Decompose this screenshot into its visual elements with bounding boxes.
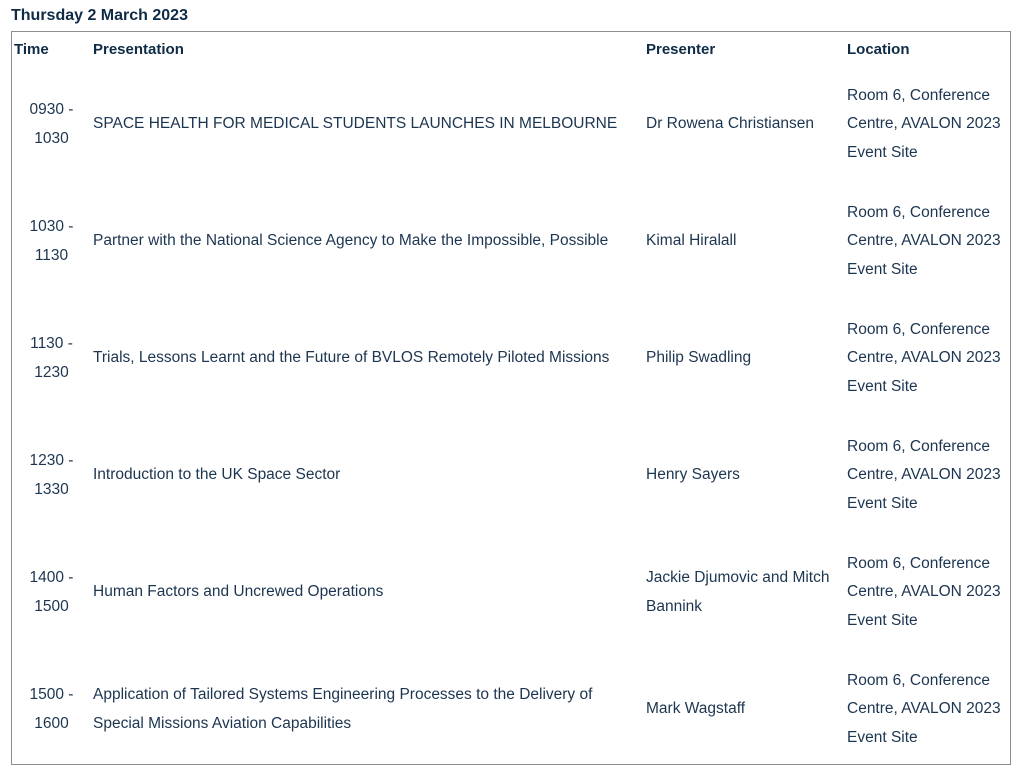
column-header-time: Time [14, 40, 49, 58]
time-cell: 1400 - 1500 [29, 569, 74, 615]
column-header-presentation: Presentation [93, 40, 184, 58]
time-cell: 1500 - 1600 [29, 686, 74, 732]
header-row [12, 32, 1010, 66]
presenter-cell: Dr Rowena Christiansen [646, 115, 814, 133]
schedule-table [12, 32, 1010, 768]
location-cell: Room 6, Conference Centre, AVALON 2023 Event Site [847, 87, 1001, 161]
time-cell: 1130 - 1230 [30, 335, 73, 381]
time-cell: 0930 - 1030 [29, 101, 74, 147]
column-header-location: Location [847, 40, 910, 58]
table-row [12, 417, 1010, 534]
presentation-cell: Partner with the National Science Agency to Make the Impossible, Possible [93, 232, 609, 250]
presentation-cell: Introduction to the UK Space Sector [93, 466, 341, 484]
table-body [12, 66, 1010, 768]
presenter-cell: Henry Sayers [646, 466, 740, 484]
location-cell: Room 6, Conference Centre, AVALON 2023 Event Site [847, 204, 1001, 278]
presentation-cell: SPACE HEALTH FOR MEDICAL STUDENTS LAUNCHES IN MELBOURNE [93, 115, 618, 133]
table-row [12, 534, 1010, 651]
presentation-cell: Trials, Lessons Learnt and the Future of BVLOS Remotely Piloted Missions [93, 349, 610, 367]
time-cell: 1030 - 1130 [29, 218, 74, 264]
table-row [12, 651, 1010, 768]
presenter-cell: Jackie Djumovic and Mitch Bannink [646, 569, 830, 615]
table-row [12, 183, 1010, 300]
location-cell: Room 6, Conference Centre, AVALON 2023 Event Site [847, 438, 1001, 512]
table-header [12, 32, 1010, 66]
presenter-cell: Mark Wagstaff [646, 700, 746, 718]
table-row [12, 300, 1010, 417]
location-cell: Room 6, Conference Centre, AVALON 2023 Event Site [847, 672, 1001, 746]
schedule-table-frame [11, 31, 1011, 765]
location-cell: Room 6, Conference Centre, AVALON 2023 Event Site [847, 321, 1001, 395]
presenter-cell: Philip Swadling [646, 349, 752, 367]
table-row [12, 66, 1010, 183]
presentation-cell: Human Factors and Uncrewed Operations [93, 583, 384, 601]
day-heading: Thursday 2 March 2023 [11, 7, 188, 24]
time-cell: 1230 - 1330 [29, 452, 74, 498]
location-cell: Room 6, Conference Centre, AVALON 2023 Event Site [847, 555, 1001, 629]
column-header-presenter: Presenter [646, 40, 716, 58]
presenter-cell: Kimal Hiralall [646, 232, 737, 250]
presentation-cell: Application of Tailored Systems Engineering Processes to the Delivery of Special Missions Aviation Capabilities [93, 686, 593, 732]
